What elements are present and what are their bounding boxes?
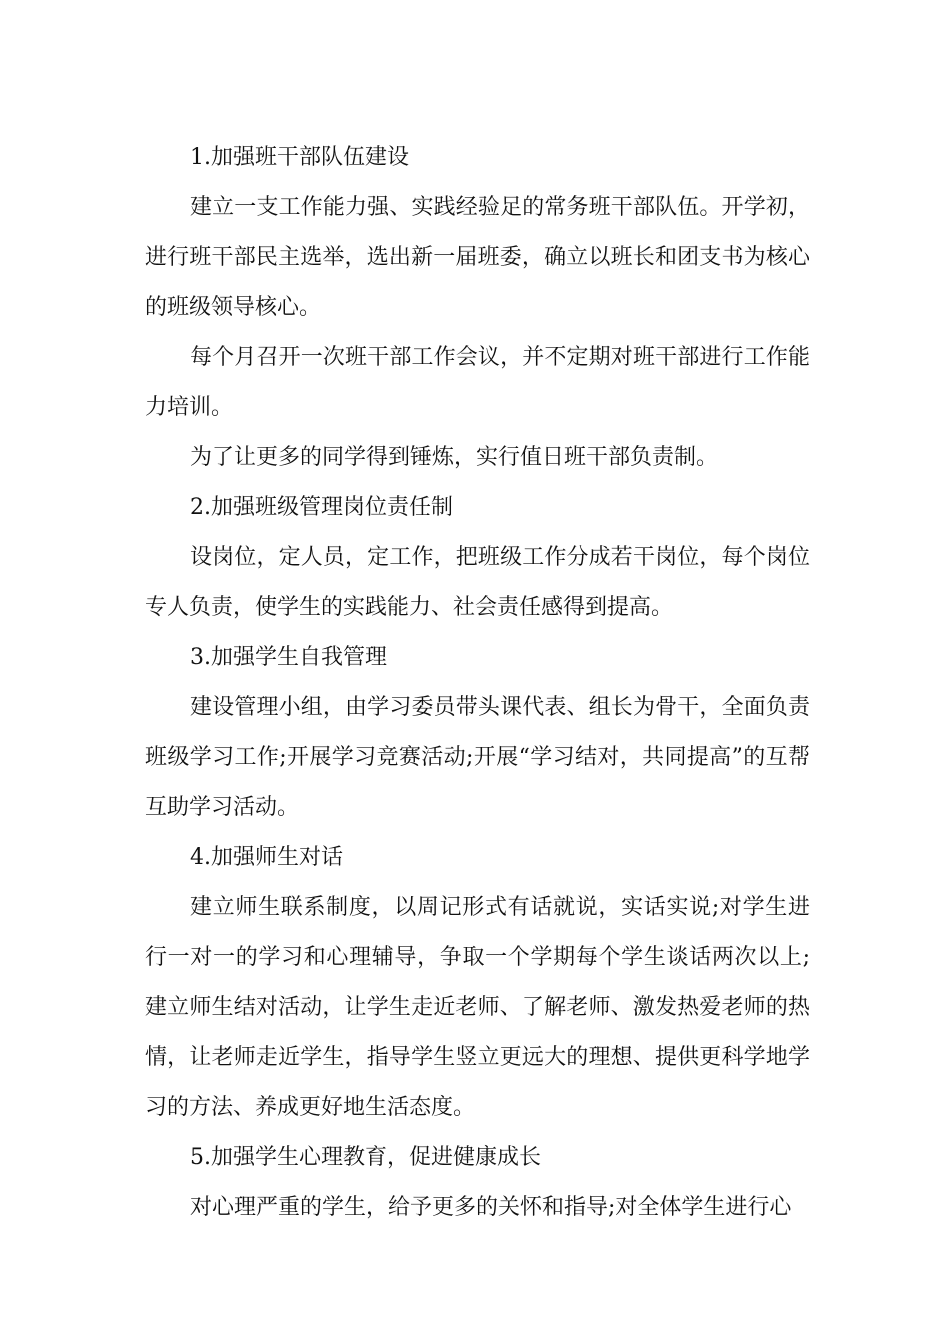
paragraph: 对心理严重的学生，给予更多的关怀和指导;对全体学生进行心: [190, 1195, 792, 1220]
paragraph: 每个月召开一次班干部工作会议，并不定期对班干部进行工作能力培训。: [145, 345, 810, 420]
paragraph: 建立师生联系制度，以周记形式有话就说，实话实说;对学生进行一对一的学习和心理辅导，争取一个学期每个学生谈话两次以上;建立师生结对活动，让学生走近老师、了解老师、激发热爱老师的热情，让老师走近学生，指导学生竖立更远大的理想、提供更科学地学习的方法、养成更好地生活态度。: [145, 895, 810, 1120]
section-heading-4: 4.加强师生对话: [190, 845, 343, 870]
paragraph: 建设管理小组，由学习委员带头课代表、组长为骨干，全面负责班级学习工作;开展学习竞赛活动;开展“学习结对，共同提高”的互帮互助学习活动。: [145, 695, 810, 820]
section-heading-5: 5.加强学生心理教育，促进健康成长: [190, 1145, 541, 1170]
section-heading-3: 3.加强学生自我管理: [190, 645, 387, 670]
paragraph: 设岗位，定人员，定工作，把班级工作分成若干岗位，每个岗位专人负责，使学生的实践能力、社会责任感得到提高。: [145, 545, 810, 620]
section-heading-2: 2.加强班级管理岗位责任制: [190, 495, 453, 520]
paragraph: 为了让更多的同学得到锤炼，实行值日班干部负责制。: [190, 445, 719, 470]
paragraph: 建立一支工作能力强、实践经验足的常务班干部队伍。开学初，进行班干部民主选举，选出新一届班委，确立以班长和团支书为核心的班级领导核心。: [145, 195, 810, 320]
section-heading-1: 1.加强班干部队伍建设: [190, 145, 409, 170]
document-body: [145, 133, 810, 1233]
